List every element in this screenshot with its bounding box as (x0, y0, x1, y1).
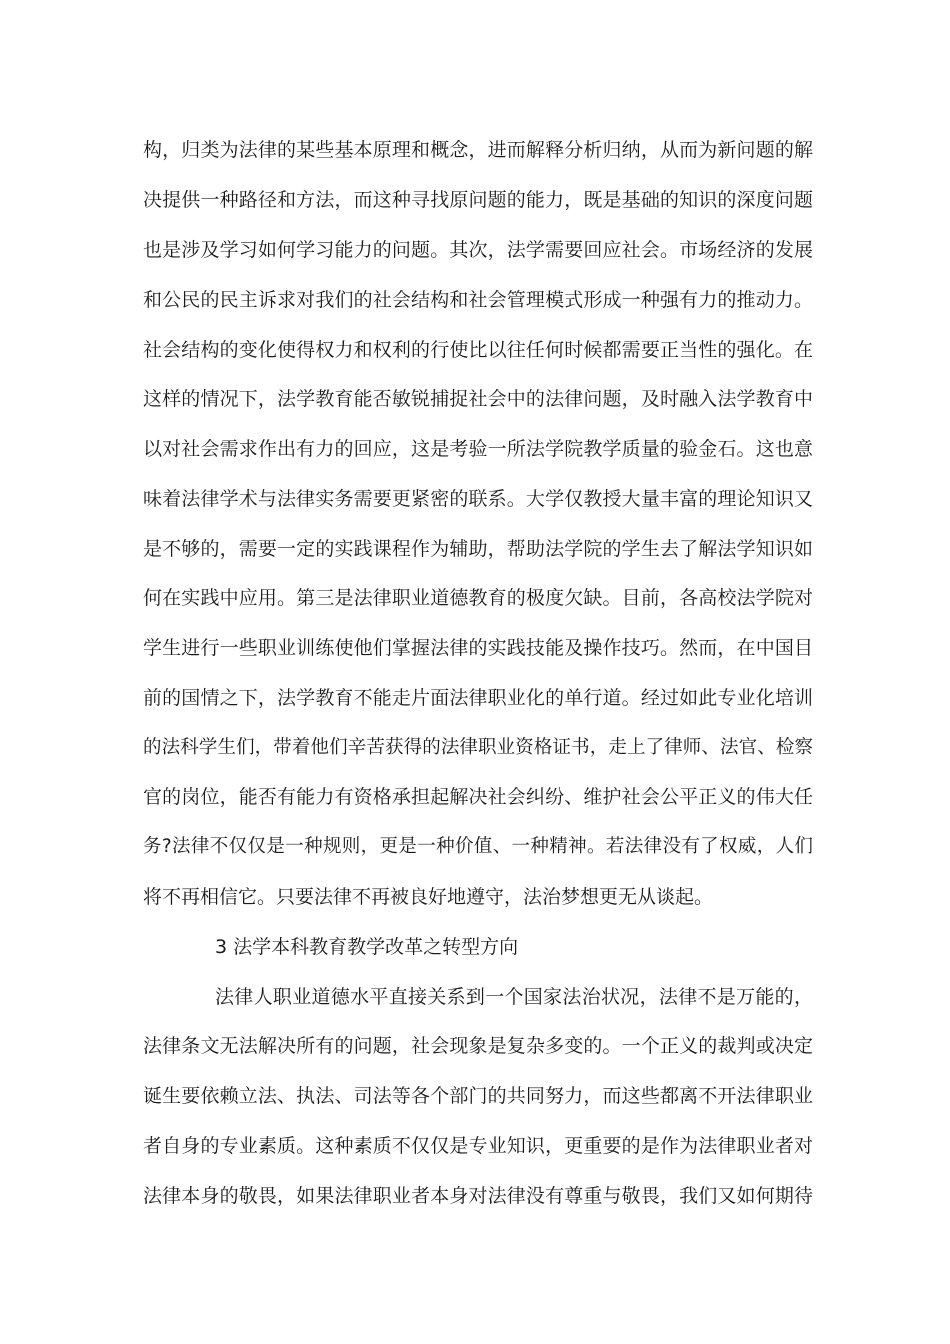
section-heading: 3 法学本科教育教学改革之转型方向 (215, 936, 519, 958)
paragraph-1-line-16: 将不再相信它。只要法律不再被良好地遵守，法治梦想更无从谈起。 (143, 886, 714, 908)
paragraph-2-line-2: 法律条文无法解决所有的问题，社会现象是复杂多变的。一个正义的裁判或决定 (143, 1035, 813, 1057)
paragraph-1-line-3: 也是涉及学习如何学习能力的问题。其次，法学需要回应社会。市场经济的发展 (143, 239, 813, 261)
paragraph-2-line-4: 者自身的专业素质。这种素质不仅仅是专业知识，更重要的是作为法律职业者对 (143, 1135, 813, 1157)
paragraph-1-line-2: 决提供一种路径和方法，而这种寻找原问题的能力，既是基础的知识的深度问题 (143, 189, 813, 211)
paragraph-1-line-1: 构，归类为法律的某些基本原理和概念，进而解释分析归纳，从而为新问题的解 (143, 139, 813, 161)
paragraph-1-line-13: 的法科学生们，带着他们辛苦获得的法律职业资格证书，走上了律师、法官、检察 (143, 737, 813, 758)
paragraph-1-line-10: 何在实践中应用。第三是法律职业道德教育的极度欠缺。目前，各高校法学院对 (143, 587, 813, 609)
paragraph-1-line-12: 前的国情之下，法学教育不能走片面法律职业化的单行道。经过如此专业化培训 (143, 687, 813, 709)
paragraph-1-line-14: 官的岗位，能否有能力有资格承担起解决社会纠纷、维护社会公平正义的伟大任 (143, 786, 813, 808)
paragraph-1-line-8: 味着法律学术与法律实务需要更紧密的联系。大学仅教授大量丰富的理论知识又 (143, 488, 813, 510)
paragraph-1-line-11: 学生进行一些职业训练使他们掌握法律的实践技能及操作技巧。然而，在中国目 (143, 637, 813, 659)
paragraph-2-line-5: 法律本身的敬畏，如果法律职业者本身对法律没有尊重与敬畏，我们又如何期待 (143, 1185, 813, 1207)
paragraph-1-line-15: 务?法律不仅仅是一种规则，更是一种价值、一种精神。若法律没有了权威，人们 (143, 836, 813, 857)
paragraph-1-line-9: 是不够的，需要一定的实践课程作为辅助，帮助法学院的学生去了解法学知识如 (143, 538, 813, 560)
paragraph-1-line-4: 和公民的民主诉求对我们的社会结构和社会管理模式形成一种强有力的推动力。 (143, 289, 813, 311)
paragraph-1-line-7: 以对社会需求作出有力的回应，这是考验一所法学院教学质量的验金石。这也意 (143, 438, 813, 460)
paragraph-2-line-1: 法律人职业道德水平直接关系到一个国家法治状况，法律不是万能的， (215, 986, 813, 1008)
paragraph-1-line-5: 社会结构的变化使得权力和权利的行使比以往任何时候都需要正当性的强化。在 (143, 339, 813, 361)
paragraph-1-line-6: 这样的情况下，法学教育能否敏锐捕捉社会中的法律问题，及时融入法学教育中 (143, 388, 813, 410)
paragraph-2-line-3: 诞生要依赖立法、执法、司法等各个部门的共同努力，而这些都离不开法律职业 (143, 1085, 813, 1107)
